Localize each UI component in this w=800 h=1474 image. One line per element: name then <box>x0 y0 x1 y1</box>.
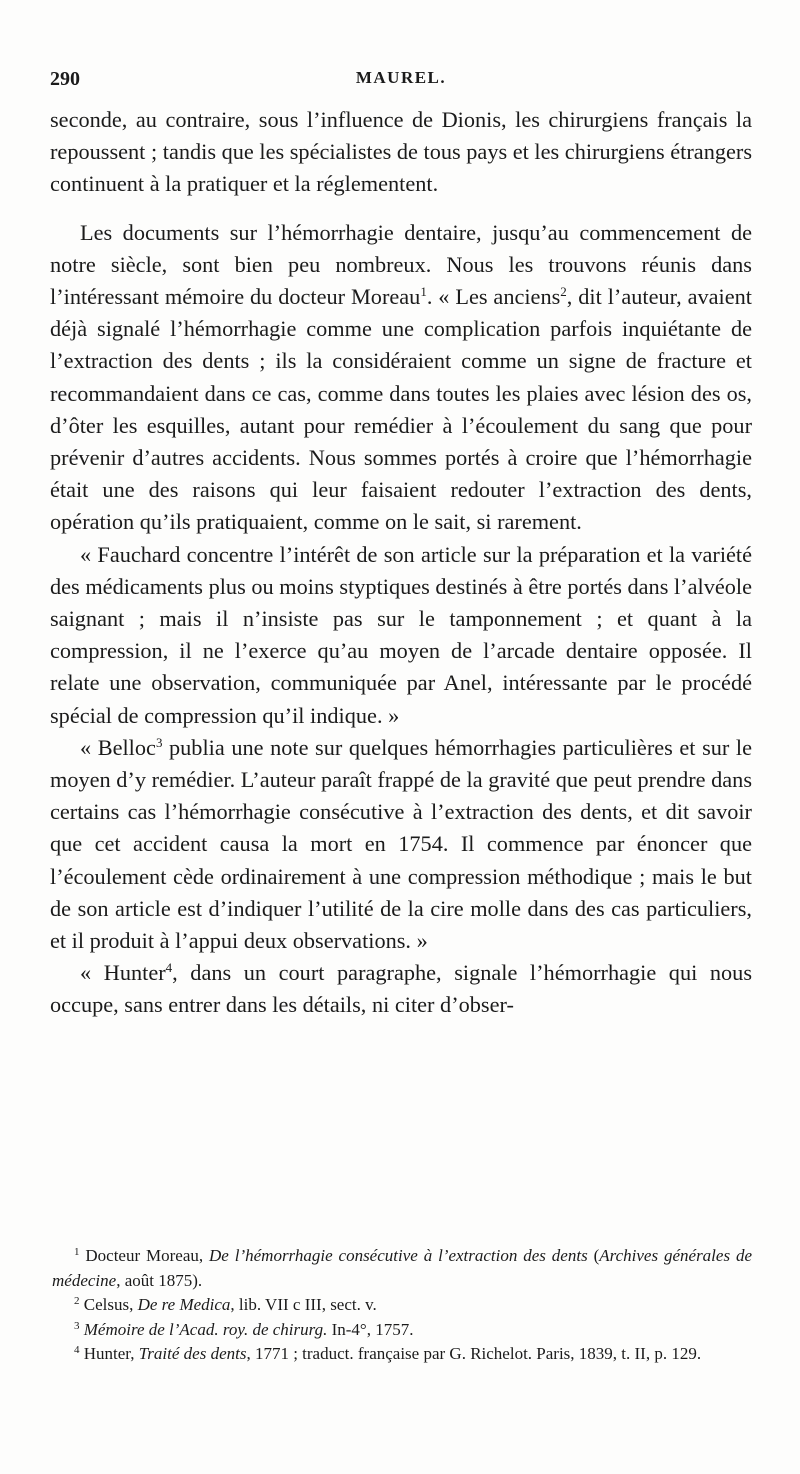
footnote-mark: 2 <box>74 1295 80 1307</box>
footnote-text: In-4°, 1757. <box>327 1319 414 1339</box>
footnote-3 <box>52 1318 752 1343</box>
paragraph-text: , dit l’auteur, avaient déjà signalé l’hémorrhagie comme une complication parfois inquiétante de l’extraction des dents ; ils la considéraient comme un signe de fracture et recommandaient dans ce cas, comme dans toutes les plaies avec lésion des os, d’ôter les esquilles, autant pour remédier à l’écoulement du sang que pour prévenir d’autres accidents. Nous sommes portés à croire que l’hémorrhagie était une des raisons qui leur faisaient redouter l’extraction des dents, opération qu’ils pratiquaient, comme on le sait, si rarement. <box>50 284 752 535</box>
footnote-title: Mémoire de l’Acad. roy. de chirurg. <box>83 1319 328 1339</box>
footnote-title: De l’hémorrhagie consécutive à l’extraction des dents <box>209 1246 588 1265</box>
footnote-1 <box>52 1244 752 1293</box>
footnote-text: , août 1875). <box>116 1270 203 1290</box>
footnote-4 <box>52 1342 752 1367</box>
paragraph-text: Les documents sur l’hémorrhagie dentaire, jusqu’au commencement de notre siècle, sont bien peu nombreux. Nous les trouvons réunis dans l’intéressant mémoire du docteur Moreau <box>50 219 752 310</box>
footnote-ref-3: 3 <box>155 734 163 750</box>
paragraph-belloc <box>50 732 752 957</box>
footnote-mark: 3 <box>74 1319 80 1332</box>
paragraph-hunter <box>50 957 752 1021</box>
footnote-ref-2: 2 <box>560 284 567 300</box>
footnote-text: , lib. VII c III, sect. v. <box>230 1295 377 1314</box>
footnote-author: Celsus, <box>83 1295 138 1314</box>
page-number: 290 <box>50 68 80 90</box>
page-header <box>50 68 752 98</box>
footnote-mark: 1 <box>74 1246 80 1258</box>
footnote-title: De re Medica <box>137 1295 231 1314</box>
paragraph-text: . « Les anciens <box>426 284 561 310</box>
paragraph-continuation: seconde, au contraire, sous l’influence de Dionis, les chirurgiens français la repoussent ; tandis que les spécialistes de tous pays et les chirurgiens étrangers continuent à la pratiquer et la réglementent. <box>50 107 752 197</box>
paragraph-text: , dans un court paragraphe, signale l’hémorrhagie qui nous occupe, sans entrer dans les détails, ni citer d’obser- <box>50 960 752 1018</box>
footnote-journal: Archives générales de médecine <box>52 1246 752 1290</box>
footnote-text: , 1771 ; traduct. française par G. Richelot. Paris, 1839, t. II, p. 129. <box>246 1344 702 1363</box>
footnote-ref-4: 4 <box>165 960 173 976</box>
footnote-author: Docteur Moreau, <box>85 1246 210 1265</box>
footnote-text: ( <box>587 1246 600 1265</box>
paragraph-text: « Hunter <box>80 960 166 986</box>
running-head: MAUREL. <box>355 68 447 87</box>
footnote-mark: 4 <box>74 1344 80 1356</box>
paragraph-text: publia une note sur quelques hémorrhagies particulières et sur le moyen d’y remédier. L’auteur paraît frappé de la gravité que peut prendre dans certains cas l’hémorrhagie consécutive à l’extraction des dents, et dit savoir que cet accident causa la mort en 1754. Il commence par énoncer que l’écoulement cède ordinairement à une compression méthodique ; mais le but de son article est d’indiquer l’utilité de la cire molle dans des cas particuliers, et il produit à l’appui deux observations. » <box>50 734 752 954</box>
paragraph-fauchard: « Fauchard concentre l’intérêt de son article sur la préparation et la variété des médicaments plus ou moins styptiques destinés à être portés dans l’alvéole saignant ; mais il n’insiste pas sur le tamponnement ; et quant à la compression, il ne l’exerce qu’au moyen de l’arcade dentaire opposée. Il relate une observation, communiquée par Anel, intéressante par le procédé spécial de compression qu’il indique. » <box>50 541 752 728</box>
footnote-author: Hunter, <box>83 1344 139 1363</box>
paragraph-text: « Belloc <box>80 734 156 760</box>
paragraph-documents <box>50 217 752 539</box>
footnote-2 <box>52 1293 752 1318</box>
footnote-title: Traité des dents <box>138 1344 247 1363</box>
footnotes <box>52 1244 752 1367</box>
body-text <box>50 104 752 1022</box>
footnote-ref-1: 1 <box>420 284 427 300</box>
